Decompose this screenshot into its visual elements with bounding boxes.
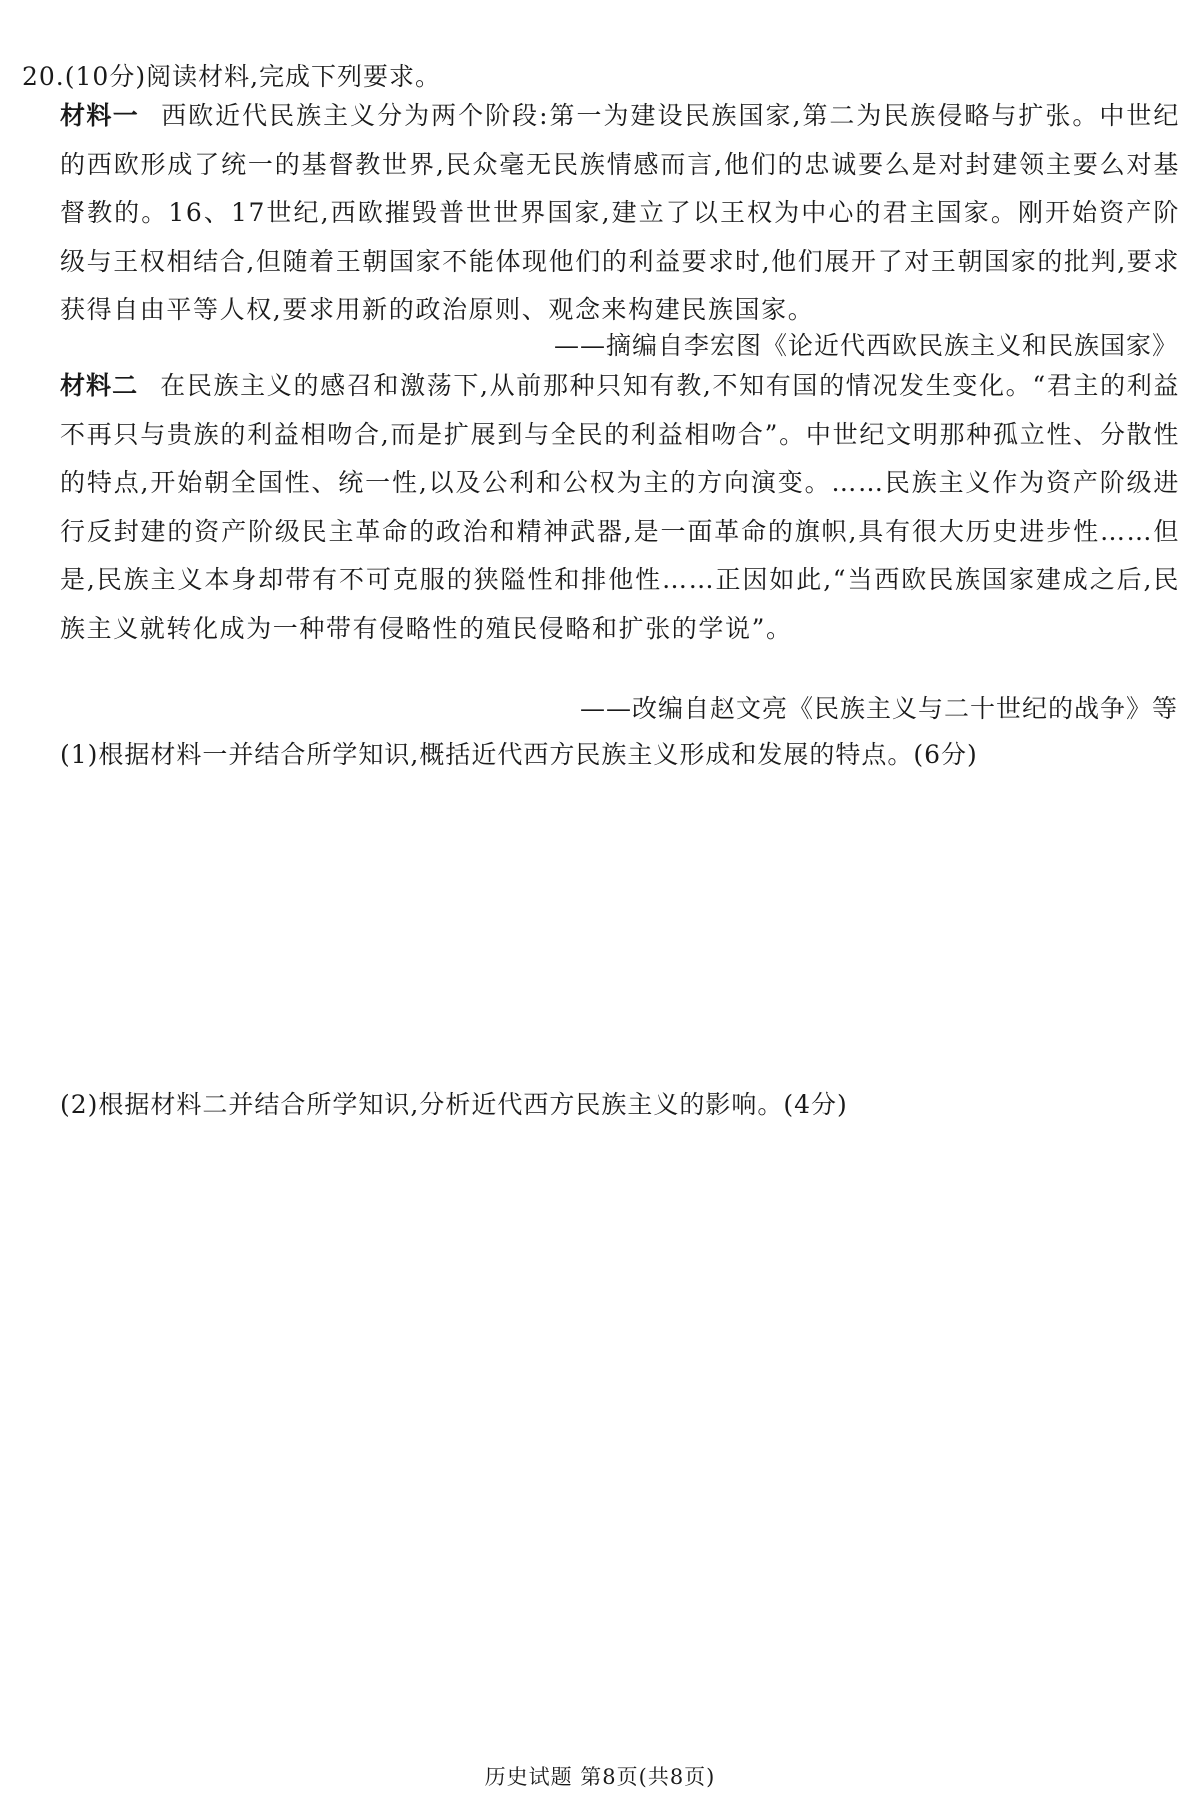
answer-area-2[interactable]	[60, 1130, 1180, 1730]
material-two-source: ——改编自赵文亮《民族主义与二十世纪的战争》等	[579, 694, 1178, 723]
page-footer: 历史试题 第8页(共8页)	[484, 1765, 716, 1789]
material-one-text: 西欧近代民族主义分为两个阶段:第一为建设民族国家,第二为民族侵略与扩张。中世纪的西欧形成了统一的基督教世界,民众毫无民族情感而言,他们的忠诚要么是对封建领主要么对基督教的。16、17世纪,西欧摧毁普世世界国家,建立了以王权为中心的君主国家。刚开始资产阶级与王权相结合,但随着王朝国家不能体现他们的利益要求时,他们展开了对王朝国家的批判,要求获得自由平等人权,要求用新的政治原则、观念来构建民族国家。	[60, 101, 1180, 325]
material-one	[60, 92, 1180, 335]
material-one-source: ——摘编自李宏图《论近代西欧民族主义和民族国家》	[553, 331, 1178, 360]
material-two-text: 在民族主义的感召和激荡下,从前那种只知有教,不知有国的情况发生变化。“君主的利益不再只与贵族的利益相吻合,而是扩展到与全民的利益相吻合”。中世纪文明那种孤立性、分散性的特点,开始朝全国性、统一性,以及公利和公权为主的方向演变。……民族主义作为资产阶级进行反封建的资产阶级民主革命的政治和精神武器,是一面革命的旗帜,具有很大历史进步性……但是,民族主义本身却带有不可克服的狭隘性和排他性……正因如此,“当西欧民族国家建成之后,民族主义就转化成为一种带有侵略性的殖民侵略和扩张的学说”。	[60, 371, 1180, 643]
subquestion-1: (1)根据材料一并结合所学知识,概括近代西方民族主义形成和发展的特点。(6分)	[60, 740, 978, 769]
subquestion-2: (2)根据材料二并结合所学知识,分析近代西方民族主义的影响。(4分)	[60, 1090, 848, 1119]
answer-area-1[interactable]	[60, 780, 1180, 1080]
material-two-label: 材料二	[60, 371, 139, 400]
material-two	[60, 362, 1180, 654]
question-header: 20.(10分)阅读材料,完成下列要求。	[22, 62, 442, 91]
material-one-label: 材料一	[60, 101, 140, 130]
